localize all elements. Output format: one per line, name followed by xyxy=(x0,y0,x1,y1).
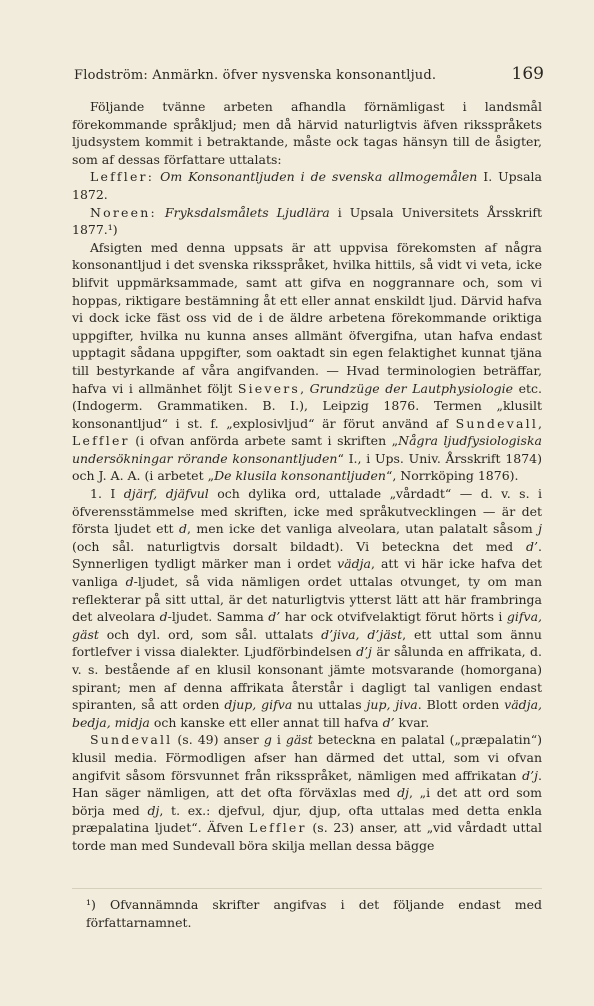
text-run: . Synnerligen tydligt märker man i ordet xyxy=(72,538,542,572)
italic-run: g xyxy=(263,732,272,748)
italic-run: dj xyxy=(147,802,160,818)
paragraph xyxy=(72,485,542,731)
italic-run: j xyxy=(538,521,542,537)
text-run: nu uttalas xyxy=(292,697,367,713)
italic-run: d’ xyxy=(382,714,395,730)
italic-run: jup, jiva xyxy=(366,697,418,713)
running-title: Flodström: Anmärkn. öfver nysvenska konsonantljud. xyxy=(74,68,437,83)
text-run: (s. 23) anser, att „vid vårdadt uttal torde man med Sundevall böra skilja mellan dessa bägge xyxy=(72,820,542,853)
text-run: . Blott orden xyxy=(417,697,505,713)
page-header xyxy=(74,64,544,84)
text-run: , xyxy=(300,380,310,396)
italic-run: d’j xyxy=(356,644,372,660)
text-run: -ljudet. Samma xyxy=(167,609,269,625)
text-run: beteckna en palatal („præpalatin“) klusil media. Förmodligen afser han därmed det uttal, som vi ofvan angifvit såsom försvunnet från riksspråket, nämligen med affrikatan xyxy=(72,732,542,783)
italic-run: djup, gifva xyxy=(224,697,293,713)
body-text xyxy=(72,98,542,855)
text-run: , t. ex.: djefvul, djur, djup, ofta uttalas med detta enkla præpalatina ljudet“. Äfven xyxy=(72,802,542,836)
italic-run: gifva, gäst xyxy=(72,609,542,642)
text-run: Afsigten med denna uppsats är att uppvisa förekomsten af några konsonantljud i det svenska riksspråket, hvilka hittils, så vidt vi veta, icke blifvit uppmärksammade, samt att gifva en noggrannare och, som vi hoppas, riktigare bestämning åt ett eller annat enskildt ljud. Därvid hafva vi dock icke fäst oss vid de i de äldre arbetena förekommande oriktiga uppgifter, hvilka nu kunna anses allmänt öfvergifna, utan hafva endast upptagit sådana uppgifter, som oaktadt sin egen felaktighet kunnat tjäna till bestyrkande af våra angifvanden. — Hvad terminologien beträffar, hafva vi i allmänhet följt xyxy=(72,239,542,396)
text-run: I. Upsala 1872. xyxy=(72,169,543,202)
italic-run: vädja, bedja, midja xyxy=(72,697,542,730)
text-run: i Upsala Universitets Årsskrift 1877.¹) xyxy=(72,204,542,238)
spaced-name: Sievers xyxy=(237,380,301,396)
spaced-name: Noreen: xyxy=(90,204,157,220)
spaced-name: Sundevall xyxy=(455,415,539,431)
text-run: , ett uttal som ännu fortlefver i vissa dialekter. Ljudförbindelsen xyxy=(72,626,542,660)
text-run: kvar. xyxy=(394,714,430,730)
italic-run: d xyxy=(125,574,134,590)
page-number: 169 xyxy=(511,64,544,84)
text-run: i xyxy=(271,732,286,748)
italic-run: Fryksdalsmålets Ljudlära xyxy=(164,204,330,220)
text-run: (och sål. naturligtvis dorsalt bildadt). Vi beteckna det med xyxy=(72,538,527,554)
italic-run: djärf, djäfvul xyxy=(123,486,209,502)
spaced-name: Sundevall xyxy=(90,732,173,748)
text-run xyxy=(157,205,165,220)
italic-run: vädja xyxy=(337,556,371,572)
italic-run: Om Konsonantljuden i de svenska allmogemålen xyxy=(160,169,478,185)
italic-run: d xyxy=(159,609,168,625)
text-run: -ljudet, så vida nämligen ordet uttalas otvunget, ty om man reflekterar på sitt uttal, är det naturligtvis ytterst lätt att här frambringa det alveolara xyxy=(72,574,542,625)
spaced-name: Leffler xyxy=(248,820,307,836)
paragraph xyxy=(72,98,542,168)
text-run: (s. 49) anser xyxy=(172,732,264,748)
text-run: och kanske ett eller annat till hafva xyxy=(149,714,383,730)
spaced-name: Leffler xyxy=(72,433,130,449)
italic-run: d’jiva, d’jäst xyxy=(321,626,403,642)
footnote-text: Ofvannämnda skrifter angifvas i det följande endast med författarnamnet. xyxy=(86,897,542,930)
footnote xyxy=(86,896,542,931)
paragraph xyxy=(72,239,542,485)
text-run: Följande tvänne arbeten afhandla förnämligast i landsmål förekommande språkljud; men då härvid naturligtvis äfven riksspråkets ljudsystem kommit i betraktande, måste ock tagas hänsyn till de åsigter, som af dessas författare uttalats: xyxy=(72,99,542,167)
text-run: , men icke det vanliga alveolara, utan palatalt såsom xyxy=(187,521,539,537)
text-run: “, Norrköping 1876). xyxy=(385,468,519,484)
footnote-divider xyxy=(72,888,542,889)
text-run: och dylika ord, uttalade „vårdadt“ — d. v. s. i öfverensstämmelse med skriften, icke med språkutvecklingen — är det första ljudet ett xyxy=(72,486,543,537)
italic-run: dj xyxy=(397,785,409,801)
text-run: (i ofvan anförda arbete samt i skriften „ xyxy=(129,433,399,449)
paragraph xyxy=(72,731,542,854)
text-run: är sålunda en affrikata, d. v. s. bestående af en klusil konsonant jämte motsvarande (homorgana) spirant; men af denna affrikata återstår i dagligt tal vanligen endast spiranten, så att orden xyxy=(72,644,542,713)
italic-run: Grundzüge der Lautphysiologie xyxy=(309,380,514,396)
text-run: och dyl. ord, som sål. uttalats xyxy=(98,626,322,642)
italic-run: d xyxy=(178,521,187,537)
italic-run: d’ xyxy=(268,609,281,625)
text-run: . Han säger nämligen, att det ofta förväxlas med xyxy=(72,767,542,801)
text-run: “ I., i Ups. Univ. Årsskrift 1874) och J. A. A. (i arbetet „ xyxy=(72,450,543,484)
paragraph xyxy=(72,168,542,203)
italic-run: Några ljudfysiologiska undersökningar rörande konsonantljuden xyxy=(72,433,542,466)
spaced-name: Leffler: xyxy=(90,169,155,185)
footnote-marker: ¹) xyxy=(86,897,96,912)
text-run: 1. I xyxy=(90,486,124,502)
italic-run: De klusila konsonantljuden xyxy=(214,468,386,484)
text-run: , xyxy=(538,415,542,431)
italic-run: d’j xyxy=(522,767,539,783)
text-run: har ock otvifvelaktigt förut hörts i xyxy=(280,609,507,625)
text-run: , „i det att ord som börja med xyxy=(72,785,542,818)
paragraph xyxy=(72,204,542,239)
text-run: , att vi här icke hafva det vanliga xyxy=(72,556,542,590)
text-run: etc. (Indogerm. Grammatiken. B. I.), Leipzig 1876. Termen „klusilt konsonantljud“ i st. f. „explosivljud“ är förut använd af xyxy=(72,380,542,431)
italic-run: d’ xyxy=(526,538,539,554)
italic-run: gäst xyxy=(285,732,313,748)
